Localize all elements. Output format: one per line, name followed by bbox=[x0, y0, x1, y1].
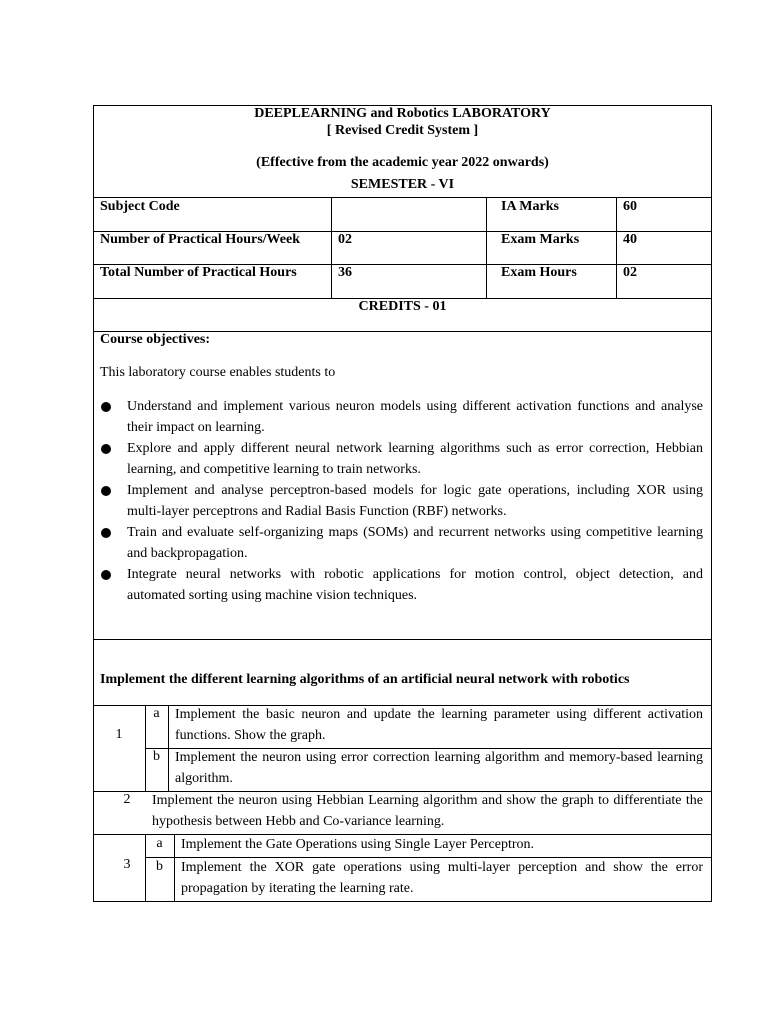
part-label: b bbox=[156, 859, 163, 874]
objective-item: Implement and analyse perceptron-based models for logic gate operations, including XOR using multi-layer perceptrons and Radial Basis Function (RBF) networks. bbox=[127, 483, 703, 519]
experiments-heading: Implement the different learning algorithms of an artificial neural network with robotics bbox=[100, 672, 630, 687]
objective-item: Explore and apply different neural network learning algorithms such as error correction, Hebbian learning, and competitive learning to train networks. bbox=[127, 441, 703, 477]
hours-week-value: 02 bbox=[338, 232, 352, 247]
row-divider bbox=[93, 197, 712, 198]
effective-year: (Effective from the academic year 2022 onwards) bbox=[256, 155, 549, 170]
column-divider bbox=[174, 834, 175, 902]
exam-marks-value: 40 bbox=[623, 232, 637, 247]
objective-item: Train and evaluate self-organizing maps (SOMs) and recurrent networks using competitive learning and backpropagation. bbox=[127, 525, 703, 561]
experiment-part-text: Implement the neuron using error correction learning algorithm and memory-based learning algorithm. bbox=[175, 750, 703, 786]
exam-hours-value: 02 bbox=[623, 265, 637, 280]
objectives-heading: Course objectives: bbox=[100, 332, 211, 347]
bullet-icon bbox=[101, 444, 111, 454]
bullet-icon bbox=[101, 570, 111, 580]
experiment-part-text: Implement the basic neuron and update the learning parameter using different activation functions. Show the graph. bbox=[175, 707, 703, 743]
column-divider bbox=[168, 705, 169, 791]
experiment-number: 2 bbox=[123, 792, 131, 807]
row-divider bbox=[93, 639, 712, 640]
part-label: b bbox=[153, 749, 160, 764]
part-label: a bbox=[156, 836, 163, 851]
semester: SEMESTER - VI bbox=[350, 177, 455, 192]
objective-item: Integrate neural networks with robotic applications for motion control, object detection, and automated sorting using machine vision techniques. bbox=[127, 567, 703, 603]
column-divider bbox=[616, 197, 617, 298]
experiment-number: 3 bbox=[123, 857, 131, 872]
credits: CREDITS - 01 bbox=[358, 299, 447, 314]
part-label: a bbox=[153, 706, 160, 721]
credit-system: [ Revised Credit System ] bbox=[326, 123, 479, 138]
total-hours-value: 36 bbox=[338, 265, 352, 280]
bullet-icon bbox=[101, 528, 111, 538]
column-divider bbox=[331, 197, 332, 298]
ia-marks-value: 60 bbox=[623, 199, 637, 214]
exam-hours-label: Exam Hours bbox=[501, 265, 577, 280]
total-hours-label: Total Number of Practical Hours bbox=[100, 265, 297, 280]
experiment-part-text: Implement the Gate Operations using Single Layer Perceptron. bbox=[181, 837, 535, 852]
objective-item: Understand and implement various neuron models using different activation functions and analyse their impact on learning. bbox=[127, 399, 703, 435]
exam-marks-label: Exam Marks bbox=[501, 232, 580, 247]
experiment-text: Implement the neuron using Hebbian Learning algorithm and show the graph to differentiate the hypothesis between Hebb and Co-variance learning. bbox=[152, 793, 703, 829]
bullet-icon bbox=[101, 486, 111, 496]
ia-marks-label: IA Marks bbox=[501, 199, 559, 214]
experiment-part-text: Implement the XOR gate operations using multi-layer perception and show the error propagation by iterating the learning rate. bbox=[181, 860, 703, 896]
column-divider bbox=[486, 197, 487, 298]
subject-code-label: Subject Code bbox=[100, 199, 180, 214]
objectives-intro: This laboratory course enables students to bbox=[100, 365, 336, 380]
hours-week-label: Number of Practical Hours/Week bbox=[100, 232, 300, 247]
course-title: DEEPLEARNING and Robotics LABORATORY bbox=[254, 106, 551, 121]
experiment-number: 1 bbox=[115, 727, 123, 742]
bullet-icon bbox=[101, 402, 111, 412]
